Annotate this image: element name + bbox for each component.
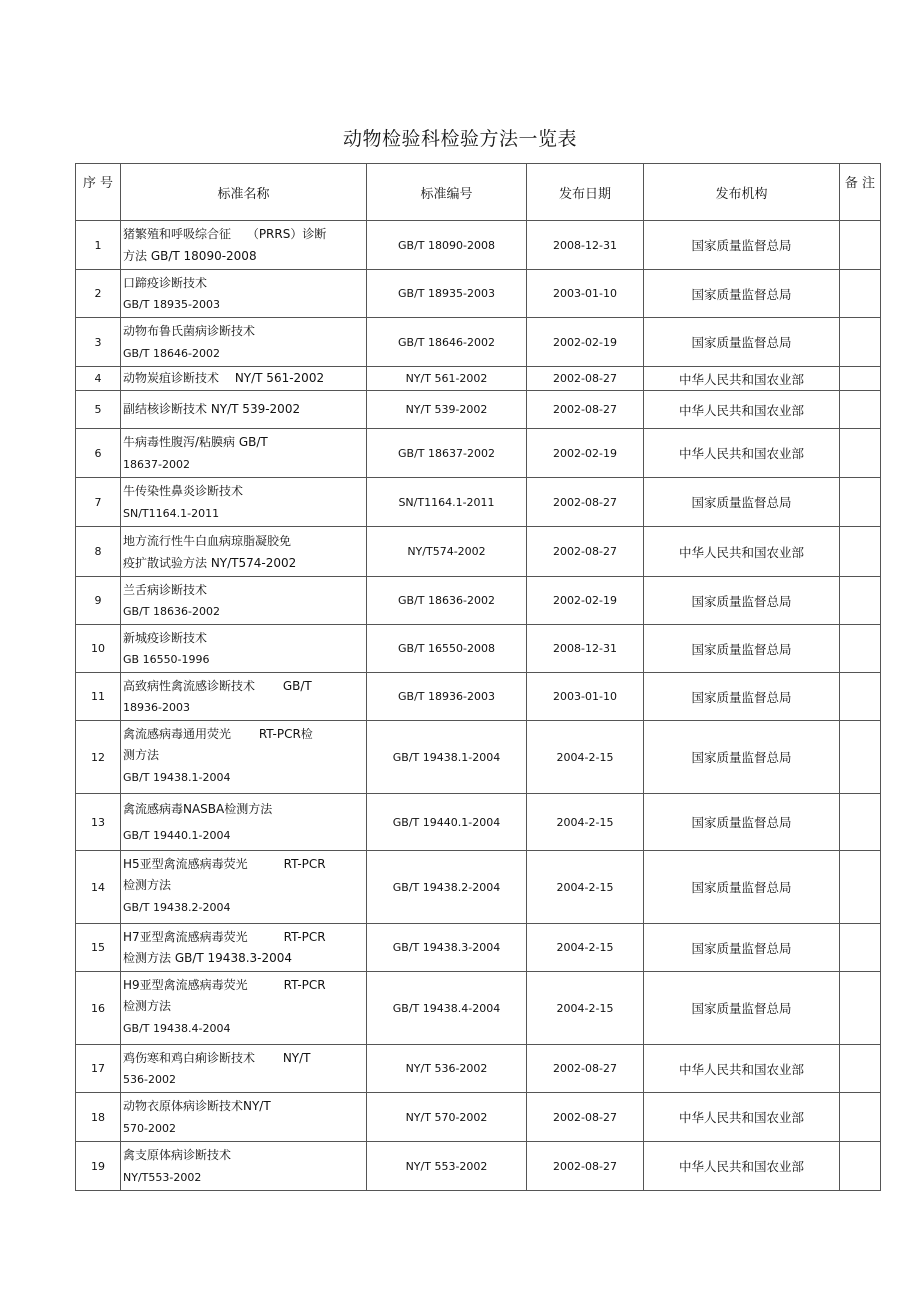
standard-name-cell bbox=[121, 794, 367, 851]
table-row bbox=[76, 721, 881, 794]
table-row bbox=[76, 391, 881, 429]
standard-name-cell bbox=[121, 673, 367, 721]
publisher-cell: 中华人民共和国农业部 bbox=[644, 1093, 840, 1142]
remarks-cell bbox=[840, 1142, 881, 1191]
remarks-cell bbox=[840, 270, 881, 318]
remarks-cell bbox=[840, 577, 881, 625]
standard-name-line: 猪繁殖和呼吸综合征 （PRRS）诊断 bbox=[123, 227, 327, 241]
standard-name-line: 动物布鲁氏菌病诊断技术 bbox=[123, 324, 256, 338]
standard-name-line: 536-2002 bbox=[123, 1073, 176, 1086]
row-index: 18 bbox=[76, 1093, 121, 1142]
standard-name-line: GB/T 19438.4-2004 bbox=[123, 1021, 231, 1035]
standard-name-line: GB/T 19438.2-2004 bbox=[123, 900, 231, 914]
header-index: 序 号 bbox=[76, 164, 121, 221]
remarks-cell bbox=[840, 391, 881, 429]
standard-name-line: 鸡伤寒和鸡白痢诊断技术 NY/T bbox=[123, 1051, 311, 1065]
remarks-cell bbox=[840, 1045, 881, 1093]
standard-name-line: 18936-2003 bbox=[123, 701, 190, 714]
standard-name-cell bbox=[121, 1142, 367, 1191]
publisher-cell: 国家质量监督总局 bbox=[644, 721, 840, 794]
publisher-cell: 中华人民共和国农业部 bbox=[644, 391, 840, 429]
standard-name-cell bbox=[121, 221, 367, 270]
standard-name-line: 570-2002 bbox=[123, 1121, 176, 1135]
remarks-cell bbox=[840, 367, 881, 391]
table-row bbox=[76, 478, 881, 527]
header-publisher: 发布机构 bbox=[644, 164, 840, 221]
publisher-cell: 国家质量监督总局 bbox=[644, 924, 840, 972]
publisher-cell: 中华人民共和国农业部 bbox=[644, 1142, 840, 1191]
table-row bbox=[76, 1045, 881, 1093]
standard-name-line: 禽支原体病诊断技术 bbox=[123, 1148, 232, 1162]
standard-number-cell: NY/T 570-2002 bbox=[367, 1093, 527, 1142]
standard-name-cell bbox=[121, 972, 367, 1045]
standard-name-line: GB/T 18636-2002 bbox=[123, 605, 220, 618]
row-index: 2 bbox=[76, 270, 121, 318]
standard-name-cell bbox=[121, 478, 367, 527]
row-index: 11 bbox=[76, 673, 121, 721]
header-standard-name: 标准名称 bbox=[121, 164, 367, 221]
remarks-cell bbox=[840, 429, 881, 478]
publish-date-cell: 2002-02-19 bbox=[527, 318, 644, 367]
publish-date-cell: 2002-02-19 bbox=[527, 577, 644, 625]
row-index: 19 bbox=[76, 1142, 121, 1191]
standard-number-cell: SN/T1164.1-2011 bbox=[367, 478, 527, 527]
row-index: 16 bbox=[76, 972, 121, 1045]
standard-name-line: GB 16550-1996 bbox=[123, 653, 210, 666]
standard-name-line: 副结核诊断技术 NY/T 539-2002 bbox=[123, 402, 301, 416]
standard-name-line: GB/T 19438.1-2004 bbox=[123, 770, 231, 784]
standard-name-cell bbox=[121, 721, 367, 794]
standard-name-line: 牛传染性鼻炎诊断技术 bbox=[123, 484, 244, 498]
publisher-cell: 国家质量监督总局 bbox=[644, 673, 840, 721]
standard-name-cell bbox=[121, 270, 367, 318]
header-publish-date: 发布日期 bbox=[527, 164, 644, 221]
publish-date-cell: 2002-08-27 bbox=[527, 391, 644, 429]
standard-name-cell bbox=[121, 625, 367, 673]
standard-number-cell: GB/T 19438.4-2004 bbox=[367, 972, 527, 1045]
standard-name-line: H5亚型禽流感病毒荧光 RT-PCR bbox=[123, 857, 326, 871]
table-row bbox=[76, 318, 881, 367]
remarks-cell bbox=[840, 318, 881, 367]
row-index: 15 bbox=[76, 924, 121, 972]
standard-name-cell bbox=[121, 527, 367, 577]
remarks-cell bbox=[840, 1093, 881, 1142]
publish-date-cell: 2003-01-10 bbox=[527, 673, 644, 721]
row-index: 8 bbox=[76, 527, 121, 577]
publisher-cell: 中华人民共和国农业部 bbox=[644, 367, 840, 391]
standard-number-cell: GB/T 18936-2003 bbox=[367, 673, 527, 721]
remarks-cell bbox=[840, 527, 881, 577]
table-row bbox=[76, 221, 881, 270]
table-row bbox=[76, 972, 881, 1045]
publisher-cell: 中华人民共和国农业部 bbox=[644, 527, 840, 577]
publish-date-cell: 2004-2-15 bbox=[527, 721, 644, 794]
publish-date-cell: 2002-08-27 bbox=[527, 1142, 644, 1191]
standard-name-line: 测方法 bbox=[123, 748, 160, 763]
standard-name-cell bbox=[121, 1045, 367, 1093]
table-row bbox=[76, 794, 881, 851]
standard-name-line: GB/T 18935-2003 bbox=[123, 298, 220, 311]
standard-name-line: 疫扩散试验方法 NY/T574-2002 bbox=[123, 556, 297, 570]
standard-name-line: 口蹄疫诊断技术 bbox=[123, 276, 208, 290]
table-row bbox=[76, 1142, 881, 1191]
publish-date-cell: 2002-08-27 bbox=[527, 1045, 644, 1093]
table-row bbox=[76, 577, 881, 625]
publish-date-cell: 2008-12-31 bbox=[527, 221, 644, 270]
table-row bbox=[76, 1093, 881, 1142]
standard-name-cell bbox=[121, 851, 367, 924]
publish-date-cell: 2004-2-15 bbox=[527, 972, 644, 1045]
row-index: 14 bbox=[76, 851, 121, 924]
publisher-cell: 国家质量监督总局 bbox=[644, 478, 840, 527]
remarks-cell bbox=[840, 721, 881, 794]
standard-number-cell: GB/T 18637-2002 bbox=[367, 429, 527, 478]
standard-number-cell: NY/T574-2002 bbox=[367, 527, 527, 577]
standard-number-cell: NY/T 539-2002 bbox=[367, 391, 527, 429]
standard-name-line: 动物衣原体病诊断技术NY/T bbox=[123, 1099, 271, 1113]
standard-number-cell: GB/T 19438.1-2004 bbox=[367, 721, 527, 794]
row-index: 12 bbox=[76, 721, 121, 794]
remarks-cell bbox=[840, 625, 881, 673]
standard-name-cell bbox=[121, 318, 367, 367]
publish-date-cell: 2002-08-27 bbox=[527, 1093, 644, 1142]
methods-table bbox=[75, 163, 881, 1191]
publish-date-cell: 2004-2-15 bbox=[527, 794, 644, 851]
header-standard-number: 标准编号 bbox=[367, 164, 527, 221]
row-index: 17 bbox=[76, 1045, 121, 1093]
row-index: 1 bbox=[76, 221, 121, 270]
standard-number-cell: GB/T 18646-2002 bbox=[367, 318, 527, 367]
standard-number-cell: GB/T 16550-2008 bbox=[367, 625, 527, 673]
standard-name-line: 18637-2002 bbox=[123, 457, 190, 471]
standard-name-cell bbox=[121, 429, 367, 478]
publish-date-cell: 2002-08-27 bbox=[527, 478, 644, 527]
page-title: 动物检验科检验方法一览表 bbox=[342, 128, 577, 150]
publisher-cell: 国家质量监督总局 bbox=[644, 577, 840, 625]
standard-name-cell bbox=[121, 577, 367, 625]
standard-name-line: 兰舌病诊断技术 bbox=[123, 583, 208, 597]
standard-name-line: 高致病性禽流感诊断技术 GB/T bbox=[123, 679, 312, 693]
publisher-cell: 国家质量监督总局 bbox=[644, 851, 840, 924]
row-index: 13 bbox=[76, 794, 121, 851]
publish-date-cell: 2002-08-27 bbox=[527, 527, 644, 577]
standard-name-cell bbox=[121, 367, 367, 391]
publisher-cell: 国家质量监督总局 bbox=[644, 625, 840, 673]
standard-number-cell: NY/T 561-2002 bbox=[367, 367, 527, 391]
standard-number-cell: GB/T 19440.1-2004 bbox=[367, 794, 527, 851]
table-row bbox=[76, 924, 881, 972]
remarks-cell bbox=[840, 221, 881, 270]
publisher-cell: 国家质量监督总局 bbox=[644, 270, 840, 318]
remarks-cell bbox=[840, 851, 881, 924]
table-row bbox=[76, 367, 881, 391]
remarks-cell bbox=[840, 794, 881, 851]
standard-name-cell bbox=[121, 391, 367, 429]
publisher-cell: 国家质量监督总局 bbox=[644, 318, 840, 367]
table-row bbox=[76, 851, 881, 924]
standard-name-cell bbox=[121, 1093, 367, 1142]
standard-number-cell: GB/T 19438.2-2004 bbox=[367, 851, 527, 924]
header-row bbox=[76, 164, 881, 221]
standard-name-line: NY/T553-2002 bbox=[123, 1170, 202, 1184]
standard-name-line: GB/T 18646-2002 bbox=[123, 346, 220, 360]
publisher-cell: 国家质量监督总局 bbox=[644, 972, 840, 1045]
row-index: 7 bbox=[76, 478, 121, 527]
publish-date-cell: 2002-02-19 bbox=[527, 429, 644, 478]
remarks-cell bbox=[840, 478, 881, 527]
publisher-cell: 国家质量监督总局 bbox=[644, 794, 840, 851]
table-row bbox=[76, 270, 881, 318]
row-index: 9 bbox=[76, 577, 121, 625]
row-index: 5 bbox=[76, 391, 121, 429]
standard-name-line: 牛病毒性腹泻/粘膜病 GB/T bbox=[123, 435, 268, 449]
publish-date-cell: 2004-2-15 bbox=[527, 924, 644, 972]
remarks-cell bbox=[840, 673, 881, 721]
table-row bbox=[76, 527, 881, 577]
publish-date-cell: 2008-12-31 bbox=[527, 625, 644, 673]
publish-date-cell: 2004-2-15 bbox=[527, 851, 644, 924]
standard-name-line: 禽流感病毒NASBA检测方法 bbox=[123, 802, 273, 816]
standard-number-cell: GB/T 18636-2002 bbox=[367, 577, 527, 625]
standard-name-line: 地方流行性牛白血病琼脂凝胶免 bbox=[123, 534, 292, 548]
standard-name-line: 检测方法 GB/T 19438.3-2004 bbox=[123, 951, 293, 965]
publisher-cell: 中华人民共和国农业部 bbox=[644, 429, 840, 478]
standard-name-line: SN/T1164.1-2011 bbox=[123, 506, 220, 520]
table-row bbox=[76, 429, 881, 478]
row-index: 4 bbox=[76, 367, 121, 391]
standard-name-line: 动物炭疽诊断技术 NY/T 561-2002 bbox=[123, 371, 325, 385]
standard-name-line: 检测方法 bbox=[123, 999, 172, 1014]
standard-name-line: H9亚型禽流感病毒荧光 RT-PCR bbox=[123, 978, 326, 992]
publish-date-cell: 2002-08-27 bbox=[527, 367, 644, 391]
standard-number-cell: GB/T 18090-2008 bbox=[367, 221, 527, 270]
standard-name-line: 方法 GB/T 18090-2008 bbox=[123, 248, 257, 263]
row-index: 3 bbox=[76, 318, 121, 367]
header-remarks: 备 注 bbox=[840, 164, 881, 221]
standard-name-line: 新城疫诊断技术 bbox=[123, 631, 208, 645]
standard-number-cell: GB/T 19438.3-2004 bbox=[367, 924, 527, 972]
standard-number-cell: NY/T 536-2002 bbox=[367, 1045, 527, 1093]
standard-name-cell bbox=[121, 924, 367, 972]
standard-number-cell: NY/T 553-2002 bbox=[367, 1142, 527, 1191]
publisher-cell: 国家质量监督总局 bbox=[644, 221, 840, 270]
standard-name-line: 禽流感病毒通用荧光 RT-PCR检 bbox=[123, 727, 313, 741]
table-row bbox=[76, 673, 881, 721]
standard-name-line: H7亚型禽流感病毒荧光 RT-PCR bbox=[123, 930, 326, 944]
table-row bbox=[76, 625, 881, 673]
standard-name-line: GB/T 19440.1-2004 bbox=[123, 828, 231, 842]
standard-name-line: 检测方法 bbox=[123, 878, 172, 893]
row-index: 10 bbox=[76, 625, 121, 673]
publish-date-cell: 2003-01-10 bbox=[527, 270, 644, 318]
remarks-cell bbox=[840, 972, 881, 1045]
publisher-cell: 中华人民共和国农业部 bbox=[644, 1045, 840, 1093]
standard-number-cell: GB/T 18935-2003 bbox=[367, 270, 527, 318]
remarks-cell bbox=[840, 924, 881, 972]
row-index: 6 bbox=[76, 429, 121, 478]
